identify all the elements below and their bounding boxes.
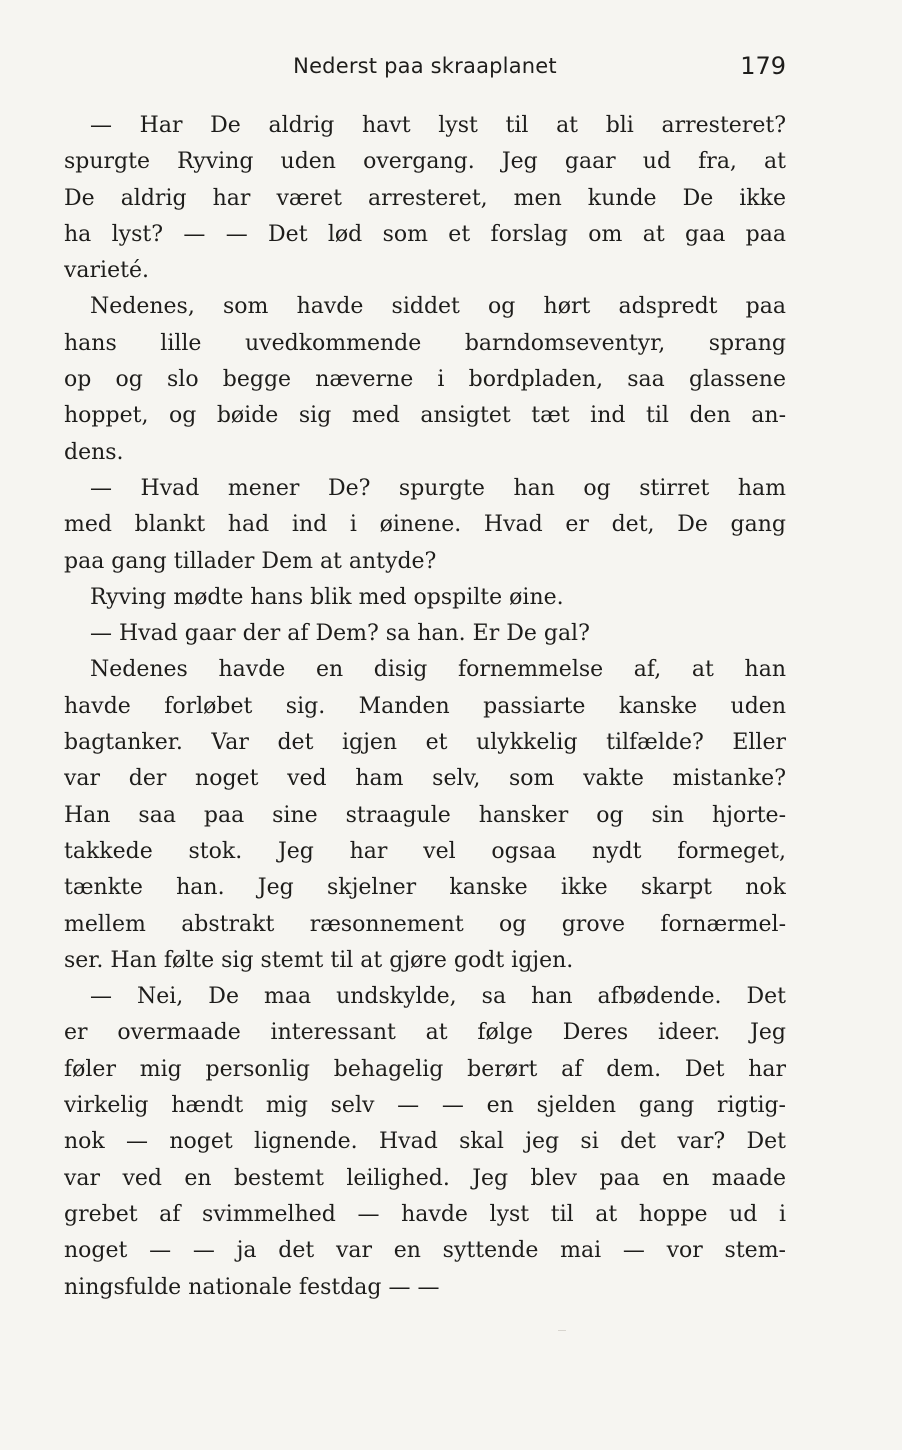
text-line: op og slo begge næverne i bordpladen, saa glassene [64, 367, 786, 393]
text-line: Han saa paa sine straagule hansker og sin hjorte- [64, 802, 786, 828]
text-line: ningsfulde nationale festdag — — [64, 1274, 440, 1300]
text-line: noget — — ja det var en syttende mai — vor stem- [64, 1238, 786, 1264]
body-text [64, 108, 786, 1306]
text-line: De aldrig har været arresteret, men kunde De ikke [64, 185, 786, 211]
text-line: er overmaade interessant at følge Deres ideer. Jeg [64, 1020, 786, 1046]
text-line: — Har De aldrig havt lyst til at bli arresteret? [90, 113, 786, 138]
text-line: spurgte Ryving uden overgang. Jeg gaar ud fra, at [64, 149, 786, 175]
text-line: — Hvad mener De? spurgte han og stirret ham [90, 475, 786, 501]
text-line: hoppet, og bøide sig med ansigtet tæt ind til den an- [64, 403, 786, 429]
text-line: føler mig personlig behagelig berørt af dem. Det har [64, 1056, 786, 1082]
text-line: ha lyst? — — Det lød som et forslag om at gaa paa [64, 221, 786, 247]
text-line: mellem abstrakt ræsonnement og grove fornærmel- [64, 911, 786, 937]
text-line: dens. [64, 439, 124, 465]
text-line: havde forløbet sig. Manden passiarte kanske uden [64, 693, 786, 719]
text-line: grebet af svimmelhed — havde lyst til at hoppe ud i [64, 1201, 786, 1227]
text-line: var ved en bestemt leilighed. Jeg blev paa en maade [64, 1165, 786, 1191]
text-line: med blankt had ind i øinene. Hvad er det, De gang [64, 512, 786, 538]
text-line: paa gang tillader Dem at antyde? [64, 548, 437, 574]
text-line: Nedenes, som havde siddet og hørt adspredt paa [90, 294, 786, 320]
text-line: virkelig hændt mig selv — — en sjelden gang rigtig- [64, 1093, 786, 1119]
text-line: — Hvad gaar der af Dem? sa han. Er De gal? [90, 621, 590, 647]
text-line: bagtanker. Var det igjen et ulykkelig tilfælde? Eller [64, 730, 786, 756]
text-line: var der noget ved ham selv, som vakte mistanke? [64, 766, 786, 792]
running-title: Nederst paa skraaplanet [293, 54, 557, 78]
text-line: takkede stok. Jeg har vel ogsaa nydt formeget, [64, 838, 786, 864]
text-line: Nedenes havde en disig fornemmelse af, at han [90, 657, 786, 683]
text-line: Ryving mødte hans blik med opspilte øine. [90, 584, 564, 610]
text-line: tænkte han. Jeg skjelner kanske ikke skarpt nok [64, 875, 786, 901]
text-line: — Nei, De maa undskylde, sa han afbødende. Det [90, 984, 786, 1010]
text-line: hans lille uvedkommende barndomseventyr, sprang [64, 330, 786, 356]
page-number: 179 [740, 52, 786, 80]
text-line: nok — noget lignende. Hvad skal jeg si det var? Det [64, 1129, 786, 1155]
paper-speck [558, 1330, 566, 1331]
running-header [64, 50, 786, 90]
text-line: varieté. [64, 258, 149, 284]
text-line: ser. Han følte sig stemt til at gjøre godt igjen. [64, 947, 574, 973]
